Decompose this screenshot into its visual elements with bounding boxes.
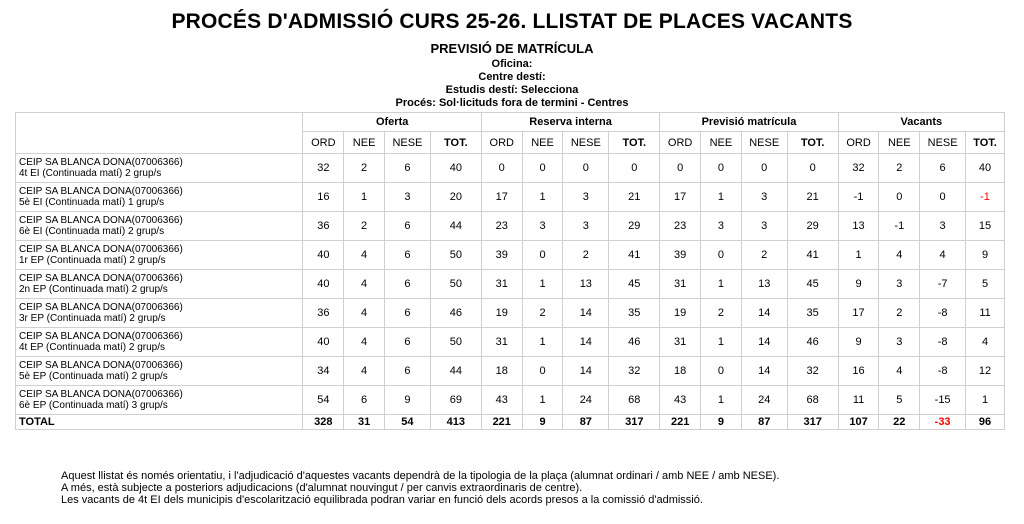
cell-previsio-ord: 19 — [660, 299, 701, 328]
centre-name: CEIP SA BLANCA DONA(07006366) — [19, 302, 183, 313]
column-header-oferta-ord: ORD — [303, 132, 344, 154]
cell-reserva-nee: 0 — [522, 241, 563, 270]
cell-previsio-nee: 1 — [701, 183, 742, 212]
cell-vacants-tot: 1 — [966, 386, 1005, 415]
cell-oferta-nese: 6 — [385, 357, 431, 386]
cell-vacants-nese: -8 — [920, 357, 966, 386]
cell-previsio-ord: 17 — [660, 183, 701, 212]
column-header-reserva-tot: TOT. — [609, 132, 660, 154]
column-header-previsio-nee: NEE — [701, 132, 742, 154]
cell-previsio-nese: 13 — [741, 270, 787, 299]
vacancies-table — [15, 112, 1005, 430]
cell-reserva-ord: 0 — [481, 154, 522, 183]
cell-previsio-nee: 1 — [701, 328, 742, 357]
cell-vacants-tot: 40 — [966, 154, 1005, 183]
group-header-vacants: Vacants — [838, 113, 1004, 132]
cell-vacants-tot: 11 — [966, 299, 1005, 328]
cell-previsio-nee: 2 — [701, 299, 742, 328]
cell-vacants-ord: 13 — [838, 212, 879, 241]
cell-previsio-nese: 3 — [741, 212, 787, 241]
cell-vacants-nee: 4 — [879, 241, 920, 270]
centre-cell — [16, 212, 303, 241]
cell-oferta-nese: 9 — [385, 386, 431, 415]
centre-cell — [16, 357, 303, 386]
cell-vacants-nese: 6 — [920, 154, 966, 183]
page-subtitle: PREVISIÓ DE MATRÍCULA — [430, 41, 594, 56]
cell-oferta-nee: 2 — [344, 154, 385, 183]
cell-oferta-ord: 40 — [303, 270, 344, 299]
cell-reserva-ord: 39 — [481, 241, 522, 270]
cell-vacants-tot: 15 — [966, 212, 1005, 241]
cell-oferta-tot: 50 — [430, 270, 481, 299]
group-header-reserva: Reserva interna — [481, 113, 659, 132]
meta-centre: Centre destí: — [478, 71, 546, 83]
total-cell-vacants-tot: 96 — [966, 415, 1005, 430]
centre-name: CEIP SA BLANCA DONA(07006366) — [19, 273, 183, 284]
cell-vacants-tot: 9 — [966, 241, 1005, 270]
cell-oferta-tot: 20 — [430, 183, 481, 212]
cell-reserva-tot: 68 — [609, 386, 660, 415]
cell-reserva-ord: 31 — [481, 328, 522, 357]
cell-previsio-nee: 0 — [701, 357, 742, 386]
cell-reserva-nee: 0 — [522, 154, 563, 183]
cell-oferta-tot: 69 — [430, 386, 481, 415]
course-name: 6è EP (Continuada matí) 3 grup/s — [19, 400, 168, 411]
group-header-row — [16, 113, 1005, 132]
cell-oferta-ord: 36 — [303, 212, 344, 241]
table-row — [16, 299, 1005, 328]
cell-vacants-nee: 0 — [879, 183, 920, 212]
cell-oferta-tot: 40 — [430, 154, 481, 183]
cell-oferta-nee: 6 — [344, 386, 385, 415]
column-header-vacants-ord: ORD — [838, 132, 879, 154]
cell-previsio-nese: 2 — [741, 241, 787, 270]
cell-previsio-nee: 1 — [701, 270, 742, 299]
cell-previsio-nese: 14 — [741, 299, 787, 328]
footer-note-1: Aquest llistat és només orientatiu, i l'adjudicació d'aquestes vacants dependrà de la tipologia de la plaça (alumnat ordinari / amb NEE / amb NESE). — [61, 470, 780, 482]
table-row — [16, 183, 1005, 212]
centre-name: CEIP SA BLANCA DONA(07006366) — [19, 389, 183, 400]
centre-cell — [16, 328, 303, 357]
cell-reserva-ord: 17 — [481, 183, 522, 212]
course-name: 4t EI (Continuada matí) 2 grup/s — [19, 168, 162, 179]
cell-reserva-ord: 43 — [481, 386, 522, 415]
cell-oferta-nee: 1 — [344, 183, 385, 212]
cell-previsio-tot: 32 — [787, 357, 838, 386]
footer-note-3: Les vacants de 4t EI dels municipis d'escolarització equilibrada podran variar en funció dels acords presos a la comissió d'admissió. — [61, 494, 703, 506]
total-label: TOTAL — [16, 415, 303, 430]
cell-oferta-nee: 4 — [344, 328, 385, 357]
cell-previsio-ord: 43 — [660, 386, 701, 415]
total-row — [16, 415, 1005, 430]
centre-name: CEIP SA BLANCA DONA(07006366) — [19, 331, 183, 342]
page-title: PROCÉS D'ADMISSIÓ CURS 25-26. LLISTAT DE PLACES VACANTS — [171, 10, 853, 33]
total-cell-vacants-nese: -33 — [920, 415, 966, 430]
column-header-previsio-tot: TOT. — [787, 132, 838, 154]
cell-previsio-nee: 0 — [701, 154, 742, 183]
cell-oferta-nee: 4 — [344, 357, 385, 386]
cell-reserva-tot: 45 — [609, 270, 660, 299]
total-cell-reserva-nese: 87 — [563, 415, 609, 430]
total-cell-oferta-nee: 31 — [344, 415, 385, 430]
cell-previsio-ord: 18 — [660, 357, 701, 386]
cell-reserva-tot: 41 — [609, 241, 660, 270]
cell-oferta-nese: 6 — [385, 299, 431, 328]
centre-cell — [16, 241, 303, 270]
course-name: 4t EP (Continuada matí) 2 grup/s — [19, 342, 166, 353]
cell-oferta-ord: 16 — [303, 183, 344, 212]
centre-cell — [16, 270, 303, 299]
cell-vacants-nese: -8 — [920, 328, 966, 357]
centre-cell — [16, 154, 303, 183]
cell-previsio-ord: 23 — [660, 212, 701, 241]
cell-vacants-ord: 9 — [838, 270, 879, 299]
column-header-previsio-nese: NESE — [741, 132, 787, 154]
cell-reserva-nee: 1 — [522, 270, 563, 299]
cell-vacants-tot: -1 — [966, 183, 1005, 212]
total-cell-vacants-nee: 22 — [879, 415, 920, 430]
cell-reserva-ord: 31 — [481, 270, 522, 299]
cell-previsio-nese: 14 — [741, 328, 787, 357]
cell-previsio-tot: 68 — [787, 386, 838, 415]
cell-vacants-nee: 2 — [879, 299, 920, 328]
centre-name: CEIP SA BLANCA DONA(07006366) — [19, 360, 183, 371]
group-header-previsio: Previsió matrícula — [660, 113, 838, 132]
cell-oferta-nese: 3 — [385, 183, 431, 212]
cell-vacants-ord: 16 — [838, 357, 879, 386]
cell-vacants-ord: 11 — [838, 386, 879, 415]
cell-vacants-tot: 12 — [966, 357, 1005, 386]
cell-previsio-tot: 21 — [787, 183, 838, 212]
cell-oferta-tot: 44 — [430, 357, 481, 386]
cell-vacants-nee: 3 — [879, 328, 920, 357]
column-header-oferta-nese: NESE — [385, 132, 431, 154]
cell-oferta-ord: 40 — [303, 328, 344, 357]
cell-oferta-ord: 40 — [303, 241, 344, 270]
cell-oferta-nee: 4 — [344, 241, 385, 270]
column-header-vacants-tot: TOT. — [966, 132, 1005, 154]
cell-reserva-nese: 13 — [563, 270, 609, 299]
cell-previsio-ord: 31 — [660, 328, 701, 357]
cell-reserva-tot: 21 — [609, 183, 660, 212]
cell-reserva-nese: 3 — [563, 183, 609, 212]
cell-oferta-nese: 6 — [385, 241, 431, 270]
total-cell-vacants-ord: 107 — [838, 415, 879, 430]
cell-oferta-ord: 32 — [303, 154, 344, 183]
table-row — [16, 241, 1005, 270]
cell-reserva-tot: 29 — [609, 212, 660, 241]
cell-reserva-tot: 0 — [609, 154, 660, 183]
total-cell-reserva-ord: 221 — [481, 415, 522, 430]
group-header-oferta: Oferta — [303, 113, 481, 132]
cell-oferta-tot: 50 — [430, 328, 481, 357]
total-cell-previsio-nese: 87 — [741, 415, 787, 430]
centre-name: CEIP SA BLANCA DONA(07006366) — [19, 157, 183, 168]
total-cell-reserva-nee: 9 — [522, 415, 563, 430]
column-header-reserva-nee: NEE — [522, 132, 563, 154]
cell-previsio-nee: 3 — [701, 212, 742, 241]
cell-oferta-ord: 54 — [303, 386, 344, 415]
cell-vacants-nese: -7 — [920, 270, 966, 299]
cell-reserva-nee: 0 — [522, 357, 563, 386]
cell-vacants-nee: -1 — [879, 212, 920, 241]
cell-oferta-nese: 6 — [385, 270, 431, 299]
cell-oferta-tot: 46 — [430, 299, 481, 328]
cell-reserva-nese: 14 — [563, 357, 609, 386]
cell-reserva-ord: 23 — [481, 212, 522, 241]
centre-name: CEIP SA BLANCA DONA(07006366) — [19, 186, 183, 197]
cell-vacants-nese: -8 — [920, 299, 966, 328]
cell-vacants-nese: -15 — [920, 386, 966, 415]
cell-previsio-nee: 1 — [701, 386, 742, 415]
cell-oferta-nese: 6 — [385, 212, 431, 241]
column-header-vacants-nee: NEE — [879, 132, 920, 154]
cell-reserva-nee: 1 — [522, 328, 563, 357]
meta-proces: Procés: Sol·licituds fora de termini - Centres — [395, 97, 629, 109]
cell-reserva-nese: 24 — [563, 386, 609, 415]
cell-vacants-ord: 9 — [838, 328, 879, 357]
total-cell-oferta-tot: 413 — [430, 415, 481, 430]
meta-estudis: Estudis destí: Selecciona — [445, 84, 579, 96]
centre-name: CEIP SA BLANCA DONA(07006366) — [19, 244, 183, 255]
cell-reserva-ord: 18 — [481, 357, 522, 386]
course-name: 1r EP (Continuada matí) 2 grup/s — [19, 255, 166, 266]
cell-oferta-ord: 34 — [303, 357, 344, 386]
cell-oferta-nee: 2 — [344, 212, 385, 241]
cell-oferta-tot: 50 — [430, 241, 481, 270]
cell-previsio-tot: 35 — [787, 299, 838, 328]
centre-cell — [16, 299, 303, 328]
cell-previsio-tot: 46 — [787, 328, 838, 357]
table-body — [16, 154, 1005, 430]
cell-reserva-nee: 2 — [522, 299, 563, 328]
cell-vacants-nee: 4 — [879, 357, 920, 386]
footer-notes — [61, 470, 779, 506]
table-row — [16, 386, 1005, 415]
cell-vacants-nee: 2 — [879, 154, 920, 183]
centre-cell — [16, 386, 303, 415]
course-name: 5è EP (Continuada matí) 2 grup/s — [19, 371, 168, 382]
total-cell-previsio-ord: 221 — [660, 415, 701, 430]
meta-oficina: Oficina: — [491, 58, 533, 70]
table-row — [16, 212, 1005, 241]
total-cell-previsio-tot: 317 — [787, 415, 838, 430]
cell-reserva-nese: 2 — [563, 241, 609, 270]
total-cell-reserva-tot: 317 — [609, 415, 660, 430]
cell-previsio-ord: 39 — [660, 241, 701, 270]
cell-oferta-nese: 6 — [385, 328, 431, 357]
cell-vacants-nese: 4 — [920, 241, 966, 270]
cell-vacants-nese: 3 — [920, 212, 966, 241]
centre-cell — [16, 183, 303, 212]
course-name: 5è EI (Continuada matí) 1 grup/s — [19, 197, 165, 208]
table-row — [16, 357, 1005, 386]
cell-previsio-nee: 0 — [701, 241, 742, 270]
cell-reserva-tot: 46 — [609, 328, 660, 357]
table-row — [16, 328, 1005, 357]
cell-reserva-nee: 3 — [522, 212, 563, 241]
cell-oferta-nee: 4 — [344, 270, 385, 299]
centre-header — [16, 113, 303, 154]
cell-vacants-ord: 17 — [838, 299, 879, 328]
cell-previsio-tot: 41 — [787, 241, 838, 270]
course-name: 2n EP (Continuada matí) 2 grup/s — [19, 284, 168, 295]
cell-reserva-nese: 14 — [563, 299, 609, 328]
cell-previsio-ord: 31 — [660, 270, 701, 299]
cell-oferta-nese: 6 — [385, 154, 431, 183]
cell-previsio-nese: 0 — [741, 154, 787, 183]
cell-previsio-nese: 14 — [741, 357, 787, 386]
column-header-oferta-nee: NEE — [344, 132, 385, 154]
cell-vacants-tot: 5 — [966, 270, 1005, 299]
column-header-reserva-nese: NESE — [563, 132, 609, 154]
cell-vacants-ord: 1 — [838, 241, 879, 270]
cell-previsio-tot: 45 — [787, 270, 838, 299]
cell-vacants-nese: 0 — [920, 183, 966, 212]
total-cell-previsio-nee: 9 — [701, 415, 742, 430]
course-name: 3r EP (Continuada matí) 2 grup/s — [19, 313, 166, 324]
cell-previsio-nese: 3 — [741, 183, 787, 212]
cell-vacants-nee: 5 — [879, 386, 920, 415]
cell-oferta-tot: 44 — [430, 212, 481, 241]
footer-note-2: A més, està subjecte a posteriors adjudicacions (d'alumnat nouvingut / per canvis extraordinaris de centre). — [61, 482, 583, 494]
cell-previsio-tot: 29 — [787, 212, 838, 241]
cell-reserva-nee: 1 — [522, 386, 563, 415]
cell-vacants-nee: 3 — [879, 270, 920, 299]
course-name: 6è EI (Continuada matí) 2 grup/s — [19, 226, 165, 237]
cell-reserva-nee: 1 — [522, 183, 563, 212]
cell-oferta-nee: 4 — [344, 299, 385, 328]
table-row — [16, 270, 1005, 299]
cell-reserva-tot: 35 — [609, 299, 660, 328]
total-cell-oferta-nese: 54 — [385, 415, 431, 430]
table-row — [16, 154, 1005, 183]
column-header-reserva-ord: ORD — [481, 132, 522, 154]
cell-oferta-ord: 36 — [303, 299, 344, 328]
total-cell-oferta-ord: 328 — [303, 415, 344, 430]
centre-name: CEIP SA BLANCA DONA(07006366) — [19, 215, 183, 226]
cell-reserva-nese: 0 — [563, 154, 609, 183]
cell-previsio-nese: 24 — [741, 386, 787, 415]
column-header-vacants-nese: NESE — [920, 132, 966, 154]
cell-reserva-nese: 14 — [563, 328, 609, 357]
cell-vacants-ord: -1 — [838, 183, 879, 212]
cell-reserva-ord: 19 — [481, 299, 522, 328]
cell-reserva-tot: 32 — [609, 357, 660, 386]
cell-vacants-ord: 32 — [838, 154, 879, 183]
column-header-previsio-ord: ORD — [660, 132, 701, 154]
cell-previsio-tot: 0 — [787, 154, 838, 183]
cell-reserva-nese: 3 — [563, 212, 609, 241]
cell-vacants-tot: 4 — [966, 328, 1005, 357]
cell-previsio-ord: 0 — [660, 154, 701, 183]
column-header-oferta-tot: TOT. — [430, 132, 481, 154]
